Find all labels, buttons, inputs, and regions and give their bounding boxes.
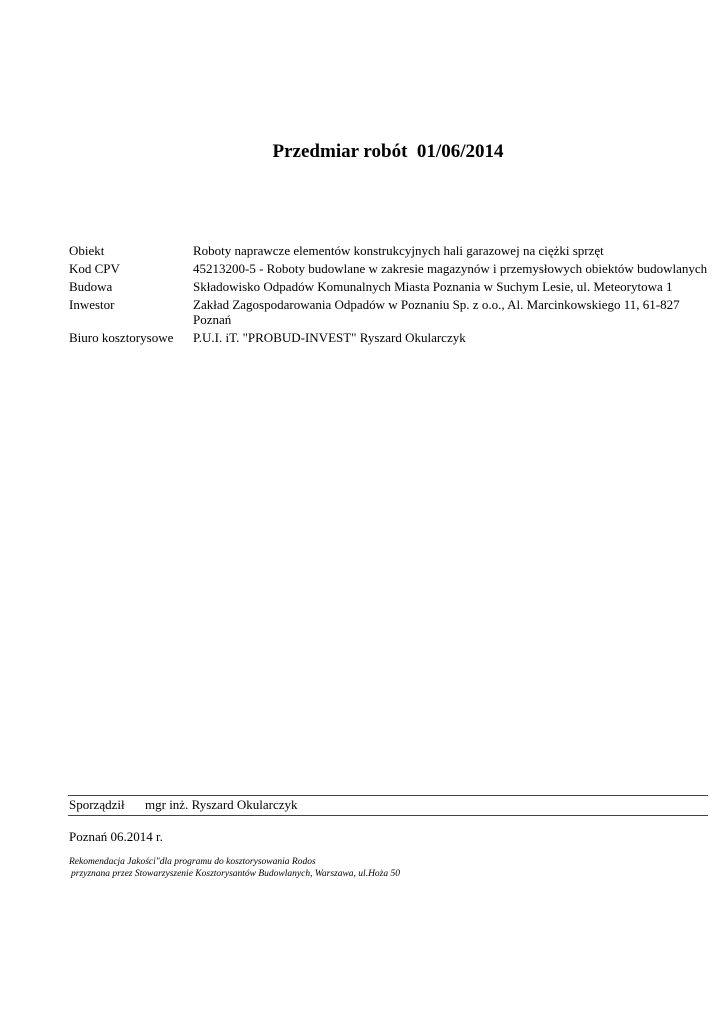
info-row-inwestor	[69, 297, 709, 327]
info-row-kod-cpv	[69, 261, 709, 276]
info-value: P.U.I. iT. "PROBUD-INVEST" Ryszard Okularczyk	[193, 330, 466, 345]
info-table	[69, 243, 709, 348]
signature-divider-top	[68, 795, 708, 796]
info-value: 45213200-5 - Roboty budowlane w zakresie magazynów i przemysłowych obiektów budowlanych	[193, 261, 708, 276]
info-label: Kod CPV	[69, 261, 120, 276]
info-label: Biuro kosztorysowe	[69, 330, 174, 345]
info-label: Inwestor	[69, 297, 115, 312]
info-label: Obiekt	[69, 243, 105, 258]
info-row-biuro-kosztorysowe	[69, 330, 709, 345]
signature-label: Sporządził	[69, 797, 125, 812]
signature-line	[69, 797, 298, 813]
signature-value: mgr inż. Ryszard Okularczyk	[145, 797, 298, 812]
info-value: Zakład Zagospodarowania Odpadów w Poznaniu Sp. z o.o., Al. Marcinkowskiego 11, 61-827 Poznań	[193, 297, 680, 327]
place-date: Poznań 06.2014 r.	[69, 829, 163, 844]
footnote	[69, 856, 400, 880]
page-title: Przedmiar robót 01/06/2014	[272, 141, 504, 162]
info-value: Składowisko Odpadów Komunalnych Miasta Poznania w Suchym Lesie, ul. Meteorytowa 1	[193, 279, 673, 294]
footnote-line-1: Rekomendacja Jakości"dla programu do kosztorysowania Rodos	[69, 857, 316, 867]
info-row-budowa	[69, 279, 709, 294]
info-row-obiekt	[69, 243, 709, 258]
info-value: Roboty naprawcze elementów konstrukcyjnych hali garazowej na ciężki sprzęt	[193, 243, 604, 258]
footnote-line-2: przyznana przez Stowarzyszenie Kosztorysantów Budowlanych, Warszawa, ul.Hoża 50	[71, 869, 401, 879]
info-label: Budowa	[69, 279, 113, 294]
signature-divider-bottom	[68, 815, 708, 816]
